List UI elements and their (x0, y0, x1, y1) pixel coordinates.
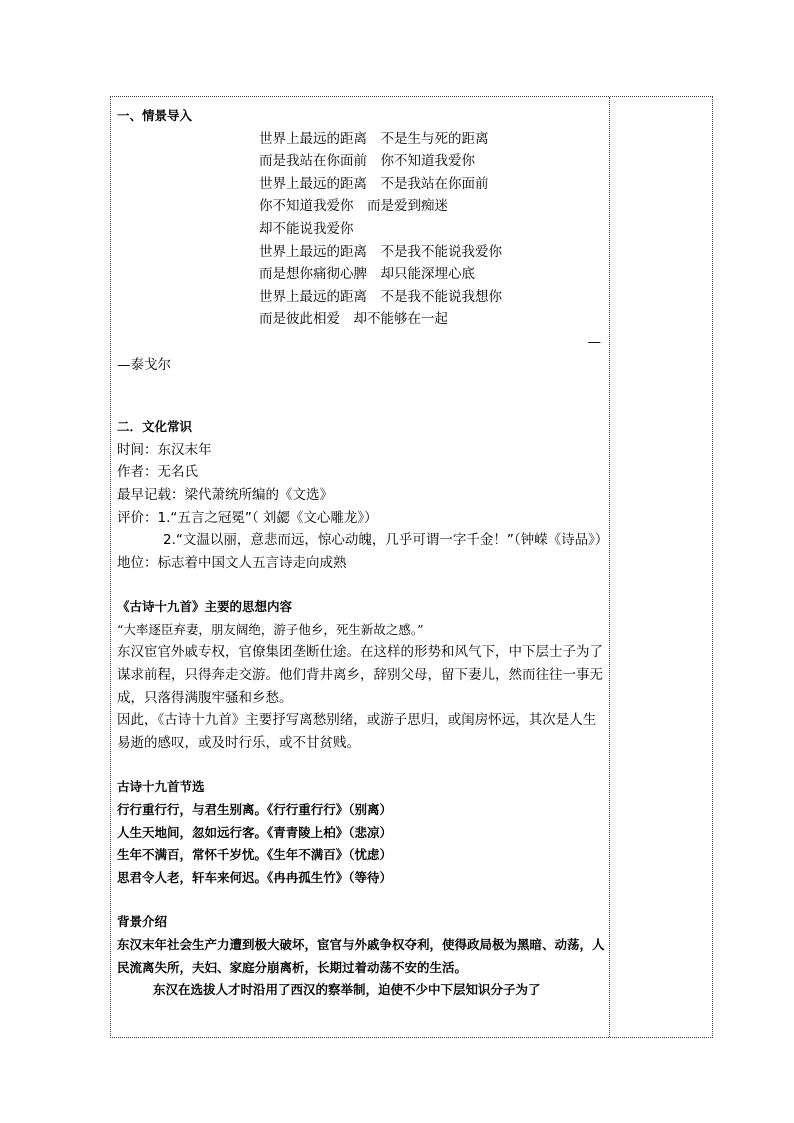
poem-line: 你不知道我爱你 而是爱到痴迷 (259, 198, 448, 215)
section-heading-intro: 一、情景导入 (117, 108, 193, 123)
themes-paragraph-1: 东汉宦官外戚专权，官僚集团垄断仕途。在这样的形势和风气下，中下层士子为了谋求前程，只得奔走交游。他们背井离乡，辞别父母，留下妻儿，然而往往一事无成，只落得满腹牢骚和乡愁。 (117, 644, 603, 706)
selection-line: 生年不满百，常怀千岁忧。《生年不满百》（忧虑） (117, 847, 393, 863)
section-heading-background: 背景介绍 (117, 914, 168, 930)
poem-line: 却不能说我爱你 (259, 220, 354, 237)
culture-time: 时间：东汉末年 (117, 441, 212, 458)
main-content-cell (117, 105, 609, 1002)
section-heading-culture: 二．文化常识 (117, 419, 193, 435)
selection-line: 人生天地间，忽如远行客。《青青陵上柏》（悲凉） (117, 824, 393, 840)
culture-status: 地位：标志着中国文人五言诗走向成熟 (117, 554, 347, 571)
poem-line: 世界上最远的距离 不是我不能说我想你 (259, 288, 502, 305)
selection-line: 思君令人老，轩车来何迟。《冉冉孤生竹》（等待） (117, 869, 393, 885)
culture-author: 作者：无名氏 (117, 464, 198, 481)
background-paragraph-1: 东汉末年社会生产力遭到极大破坏，宦官与外戚争权夺利，使得政局极为黑暗、动荡，人民流离失所，夫妇、家庭分崩离析，长期过着动荡不安的生活。 (117, 937, 605, 975)
section-heading-themes: 《古诗十九首》主要的思想内容 (117, 599, 293, 615)
poem-line: 而是想你痛彻心脾 却只能深埋心底 (259, 266, 475, 283)
culture-evaluation-1: 评价：1.“五言之冠冕”（ 刘勰《文心雕龙》） (117, 509, 378, 526)
section-heading-selections: 古诗十九首节选 (117, 779, 205, 795)
culture-record: 最早记载：梁代萧统所编的《文选》 (117, 486, 333, 503)
themes-quote: “大率逐臣弃妻，朋友阔绝，游子他乡，死生新故之感。” (117, 621, 424, 637)
poem-line: 世界上最远的距离 不是我不能说我爱你 (259, 243, 502, 260)
spacer (117, 754, 605, 776)
poem-line: 世界上最远的距离 不是生与死的距离 (259, 130, 489, 147)
poem-author: —泰戈尔 (117, 356, 171, 373)
spacer (117, 889, 605, 911)
tagore-poem (117, 128, 605, 331)
poem-line: 而是我站在你面前 你不知道我爱你 (259, 153, 475, 170)
spacer (117, 376, 605, 398)
spacer (117, 574, 605, 596)
themes-paragraph-2: 因此，《古诗十九首》主要抒写离愁别绪，或游子思归，或闺房怀远，其次是人生易逝的感叹，或及时行乐，或不甘贫贱。 (117, 712, 597, 751)
poem-line: 世界上最远的距离 不是我站在你面前 (259, 175, 489, 192)
spacer (117, 398, 605, 416)
culture-evaluation-2-text: 2.“文温以丽，意悲而远，惊心动魄，几乎可谓一字千金！”（钟嵘《诗品》） (163, 532, 609, 549)
selection-line: 行行重行行，与君生别离。《行行重行行》（别离） (117, 802, 393, 818)
background-paragraph-2: 东汉在选拔人才时沿用了西汉的察举制，迫使不少中下层知识分子为了 (153, 982, 541, 998)
lesson-table (110, 96, 713, 1038)
culture-evaluation-2 (117, 529, 609, 552)
poem-line: 而是彼此相爱 却不能够在一起 (259, 311, 448, 328)
attribution-dash: — (587, 333, 601, 350)
column-divider (609, 97, 610, 1037)
